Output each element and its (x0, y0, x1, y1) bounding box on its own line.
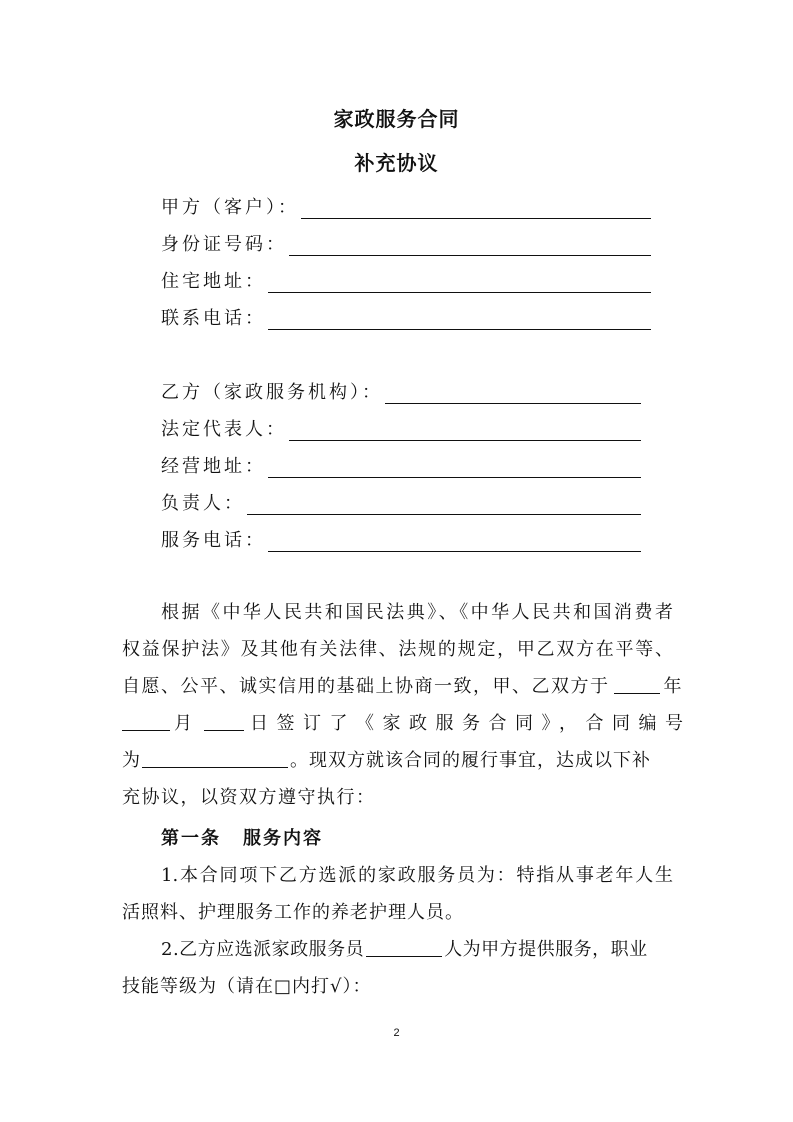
field-contact-phone-label: 联系电话： (161, 308, 266, 329)
field-id-number-blank[interactable] (289, 234, 651, 256)
field-agency-blank[interactable] (385, 382, 641, 404)
field-responsible-person (161, 489, 641, 515)
preamble-line-4-text: 日签订了《家政服务合同》，合同编号 (250, 713, 692, 734)
preamble-line-1: 根据《中华人民共和国民法典》、《中华人民共和国消费者 (161, 602, 673, 623)
article-1-number: 第一条 (161, 828, 221, 849)
worker-count-blank[interactable] (366, 938, 442, 957)
field-service-phone-blank[interactable] (268, 530, 641, 552)
field-home-address-label: 住宅地址： (161, 271, 266, 292)
field-id-number (161, 230, 651, 256)
article-1-item-2-line-1 (161, 931, 673, 968)
field-service-phone (161, 526, 641, 552)
page-number: 2 (393, 1027, 400, 1039)
contract-number-prefix: 为 (122, 750, 140, 771)
preamble-line-4 (122, 705, 692, 742)
preamble-line-6: 充协议，以资双方遵守执行： (122, 787, 376, 808)
field-agency-label: 乙方（家政服务机构）： (161, 382, 383, 403)
field-id-number-label: 身份证号码： (161, 234, 287, 255)
contract-number-blank[interactable] (142, 749, 288, 768)
preamble-line-2: 权益保护法》及其他有关法律、法规的规定，甲乙双方在平等、 (122, 639, 673, 660)
field-contact-phone-blank[interactable] (268, 308, 651, 330)
preamble-line-3 (122, 668, 682, 705)
article-1-title: 服务内容 (243, 828, 323, 849)
year-label: 年 (663, 676, 682, 697)
field-client (161, 193, 651, 219)
document-title: 家政服务合同 (333, 107, 460, 131)
field-business-address (161, 452, 641, 478)
preamble-line-5 (122, 742, 673, 779)
field-service-phone-label: 服务电话： (161, 530, 266, 551)
preamble-line-3-text: 自愿、公平、诚实信用的基础上协商一致，甲、乙双方于 (122, 676, 610, 697)
article-1-heading (161, 824, 323, 850)
field-client-blank[interactable] (301, 197, 651, 219)
field-legal-representative (161, 415, 641, 441)
field-legal-representative-blank[interactable] (289, 419, 641, 441)
month-label: 月 (174, 713, 192, 734)
article-1-item-1-line-2: 活照料、护理服务工作的养老护理人员。 (122, 902, 464, 923)
article-1-item-2-line-2: 技能等级为（请在□内打√）： (122, 976, 372, 997)
sign-day-blank[interactable] (204, 712, 244, 731)
article-1-item-2-text-a: 2.乙方应选派家政服务员 (161, 939, 365, 960)
field-legal-representative-label: 法定代表人： (161, 419, 287, 440)
sign-month-blank[interactable] (122, 712, 170, 731)
field-responsible-person-blank[interactable] (247, 493, 641, 515)
document-subtitle: 补充协议 (354, 151, 439, 175)
article-1-item-1-line-1: 1.本合同项下乙方选派的家政服务员为：特指从事老年人生 (161, 865, 673, 886)
field-home-address-blank[interactable] (268, 271, 651, 293)
sign-year-blank[interactable] (614, 675, 660, 694)
field-client-label: 甲方（客户）： (161, 197, 299, 218)
field-business-address-label: 经营地址： (161, 456, 266, 477)
field-business-address-blank[interactable] (268, 456, 641, 478)
field-responsible-person-label: 负责人： (161, 493, 245, 514)
field-home-address (161, 267, 651, 293)
field-agency (161, 378, 641, 404)
field-contact-phone (161, 304, 651, 330)
article-1-item-2-text-b: 人为甲方提供服务，职业 (444, 939, 648, 960)
preamble-line-5-text: 。现双方就该合同的履行事宜，达成以下补 (290, 750, 651, 771)
